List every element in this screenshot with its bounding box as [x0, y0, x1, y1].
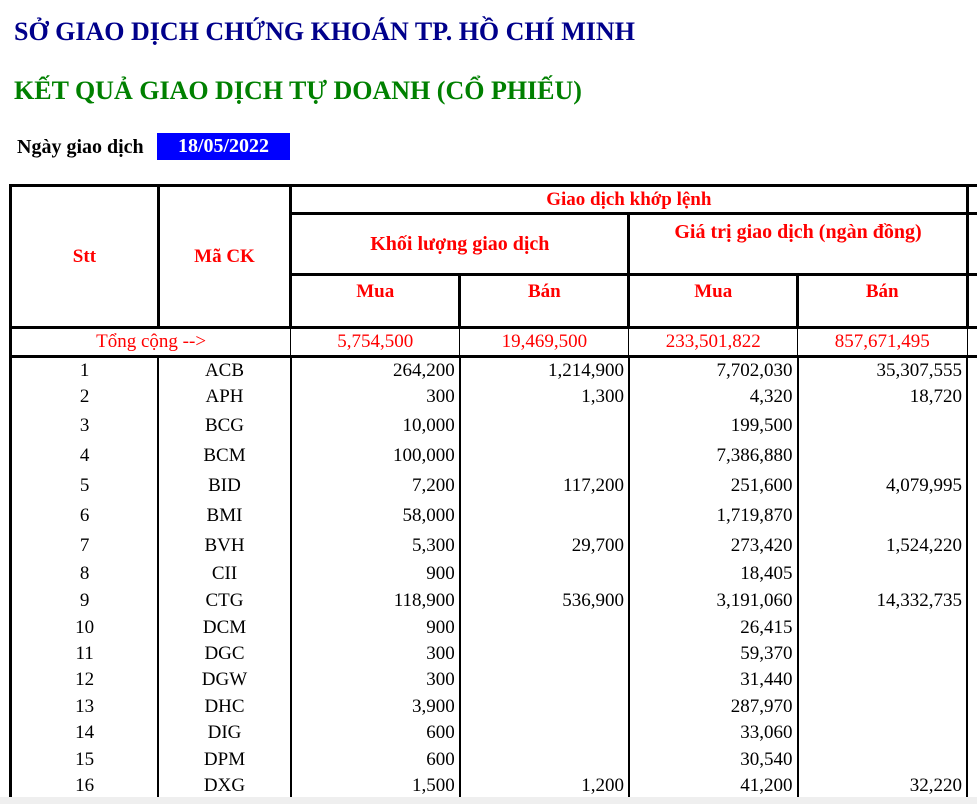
cell-stt: 13 — [11, 694, 159, 720]
cell-stt: 11 — [11, 641, 159, 667]
trade-date-value: 18/05/2022 — [157, 133, 290, 160]
cell-value-sell: 18,720 — [798, 384, 968, 411]
cell-ticker: CTG — [158, 588, 290, 615]
trade-date-label: Ngày giao dịch — [17, 136, 144, 158]
totals-volume-buy: 5,754,500 — [291, 328, 460, 357]
cell-volume-buy: 600 — [291, 720, 460, 747]
cell-volume-sell: 536,900 — [460, 588, 629, 615]
table-row — [11, 641, 977, 667]
cell-ticker: BVH — [158, 531, 290, 561]
cell-value-sell — [798, 441, 968, 471]
proprietary-trading-table — [9, 184, 977, 800]
cell-volume-buy: 7,200 — [291, 471, 460, 501]
cell-volume-sell — [460, 615, 629, 641]
cell-stt: 4 — [11, 441, 159, 471]
table-row — [11, 561, 977, 588]
table-row — [11, 471, 977, 501]
cell-volume-sell: 1,200 — [460, 773, 629, 800]
table-row — [11, 588, 977, 615]
cell-value-buy: 31,440 — [629, 667, 798, 694]
cell-volume-sell: 117,200 — [460, 471, 629, 501]
cell-value-buy: 18,405 — [629, 561, 798, 588]
table-row — [11, 694, 977, 720]
cell-value-buy: 26,415 — [629, 615, 798, 641]
cell-volume-buy: 10,000 — [291, 411, 460, 441]
cell-value-buy: 41,200 — [629, 773, 798, 800]
header-volume-sell: Bán — [460, 275, 629, 328]
cell-value-buy: 7,386,880 — [629, 441, 798, 471]
cell-stt: 14 — [11, 720, 159, 747]
cell-ticker: DGW — [158, 667, 290, 694]
cell-value-buy: 1,719,870 — [629, 501, 798, 531]
cell-volume-buy: 58,000 — [291, 501, 460, 531]
cell-volume-sell — [460, 667, 629, 694]
table-row — [11, 720, 977, 747]
table-row — [11, 773, 977, 800]
cell-volume-sell — [460, 501, 629, 531]
cell-value-sell — [798, 411, 968, 441]
totals-volume-sell: 19,469,500 — [460, 328, 629, 357]
cell-stt: 15 — [11, 747, 159, 773]
header-ma-ck: Mã CK — [158, 186, 290, 328]
table-row — [11, 384, 977, 411]
cell-value-buy: 30,540 — [629, 747, 798, 773]
cell-value-sell — [798, 501, 968, 531]
cell-stt: 2 — [11, 384, 159, 411]
cell-volume-sell — [460, 641, 629, 667]
cell-value-sell — [798, 615, 968, 641]
exchange-title: SỞ GIAO DỊCH CHỨNG KHOÁN TP. HỒ CHÍ MINH — [14, 17, 635, 46]
header-value-buy: Mua — [629, 275, 798, 328]
cell-stt: 9 — [11, 588, 159, 615]
cell-volume-sell — [460, 441, 629, 471]
cell-stt: 6 — [11, 501, 159, 531]
totals-value-sell: 857,671,495 — [798, 328, 968, 357]
cell-volume-buy: 300 — [291, 667, 460, 694]
cell-value-sell: 32,220 — [798, 773, 968, 800]
header-matched-trades: Giao dịch khớp lệnh — [291, 186, 967, 214]
cell-volume-sell — [460, 561, 629, 588]
cell-ticker: DXG — [158, 773, 290, 800]
cell-value-sell: 1,524,220 — [798, 531, 968, 561]
cell-volume-buy: 300 — [291, 641, 460, 667]
cell-value-sell — [798, 720, 968, 747]
table-row — [11, 667, 977, 694]
cell-volume-buy: 1,500 — [291, 773, 460, 800]
cell-stt: 3 — [11, 411, 159, 441]
cell-value-buy: 7,702,030 — [629, 357, 798, 384]
header-value: Giá trị giao dịch (ngàn đồng) — [629, 214, 967, 275]
cell-value-sell: 35,307,555 — [798, 357, 968, 384]
table-row — [11, 615, 977, 641]
cell-value-sell — [798, 667, 968, 694]
cell-ticker: ACB — [158, 357, 290, 384]
table-row — [11, 357, 977, 384]
cell-ticker: BCM — [158, 441, 290, 471]
cell-ticker: APH — [158, 384, 290, 411]
table-row — [11, 501, 977, 531]
cell-stt: 12 — [11, 667, 159, 694]
header-volume-buy: Mua — [291, 275, 460, 328]
cell-stt: 8 — [11, 561, 159, 588]
cell-ticker: DIG — [158, 720, 290, 747]
cell-ticker: DGC — [158, 641, 290, 667]
cell-stt: 7 — [11, 531, 159, 561]
cell-ticker: DPM — [158, 747, 290, 773]
cell-value-buy: 199,500 — [629, 411, 798, 441]
horizontal-scrollbar[interactable] — [0, 797, 977, 804]
cell-volume-sell: 29,700 — [460, 531, 629, 561]
cell-volume-buy: 900 — [291, 615, 460, 641]
cell-volume-sell — [460, 411, 629, 441]
totals-value-buy: 233,501,822 — [629, 328, 798, 357]
cell-ticker: CII — [158, 561, 290, 588]
header-value-sell: Bán — [798, 275, 968, 328]
totals-label: Tổng cộng --> — [11, 328, 291, 357]
cell-volume-buy: 900 — [291, 561, 460, 588]
cell-ticker: BCG — [158, 411, 290, 441]
cell-volume-buy: 3,900 — [291, 694, 460, 720]
cell-volume-buy: 264,200 — [291, 357, 460, 384]
cell-volume-sell — [460, 747, 629, 773]
cell-value-sell: 14,332,735 — [798, 588, 968, 615]
cell-volume-sell — [460, 694, 629, 720]
header-stt: Stt — [11, 186, 159, 328]
cell-ticker: BID — [158, 471, 290, 501]
cell-volume-sell — [460, 720, 629, 747]
cell-volume-sell: 1,300 — [460, 384, 629, 411]
totals-row — [11, 328, 977, 357]
header-volume: Khối lượng giao dịch — [291, 214, 629, 275]
cell-value-buy: 33,060 — [629, 720, 798, 747]
cell-value-buy: 4,320 — [629, 384, 798, 411]
cell-volume-buy: 300 — [291, 384, 460, 411]
table-row — [11, 411, 977, 441]
table-row — [11, 531, 977, 561]
cell-value-buy: 251,600 — [629, 471, 798, 501]
cell-ticker: BMI — [158, 501, 290, 531]
cell-value-sell — [798, 561, 968, 588]
cell-value-sell — [798, 694, 968, 720]
cell-value-buy: 3,191,060 — [629, 588, 798, 615]
cell-value-sell — [798, 747, 968, 773]
cell-stt: 1 — [11, 357, 159, 384]
cell-ticker: DHC — [158, 694, 290, 720]
cell-volume-sell: 1,214,900 — [460, 357, 629, 384]
cell-volume-buy: 5,300 — [291, 531, 460, 561]
cell-value-buy: 287,970 — [629, 694, 798, 720]
cell-ticker: DCM — [158, 615, 290, 641]
table-row — [11, 747, 977, 773]
cell-stt: 5 — [11, 471, 159, 501]
cell-volume-buy: 118,900 — [291, 588, 460, 615]
cell-value-sell: 4,079,995 — [798, 471, 968, 501]
cell-value-sell — [798, 641, 968, 667]
cell-stt: 10 — [11, 615, 159, 641]
cell-value-buy: 59,370 — [629, 641, 798, 667]
cell-volume-buy: 600 — [291, 747, 460, 773]
cell-stt: 16 — [11, 773, 159, 800]
table-row — [11, 441, 977, 471]
report-title: KẾT QUẢ GIAO DỊCH TỰ DOANH (CỔ PHIẾU) — [14, 76, 582, 105]
cell-value-buy: 273,420 — [629, 531, 798, 561]
cell-volume-buy: 100,000 — [291, 441, 460, 471]
